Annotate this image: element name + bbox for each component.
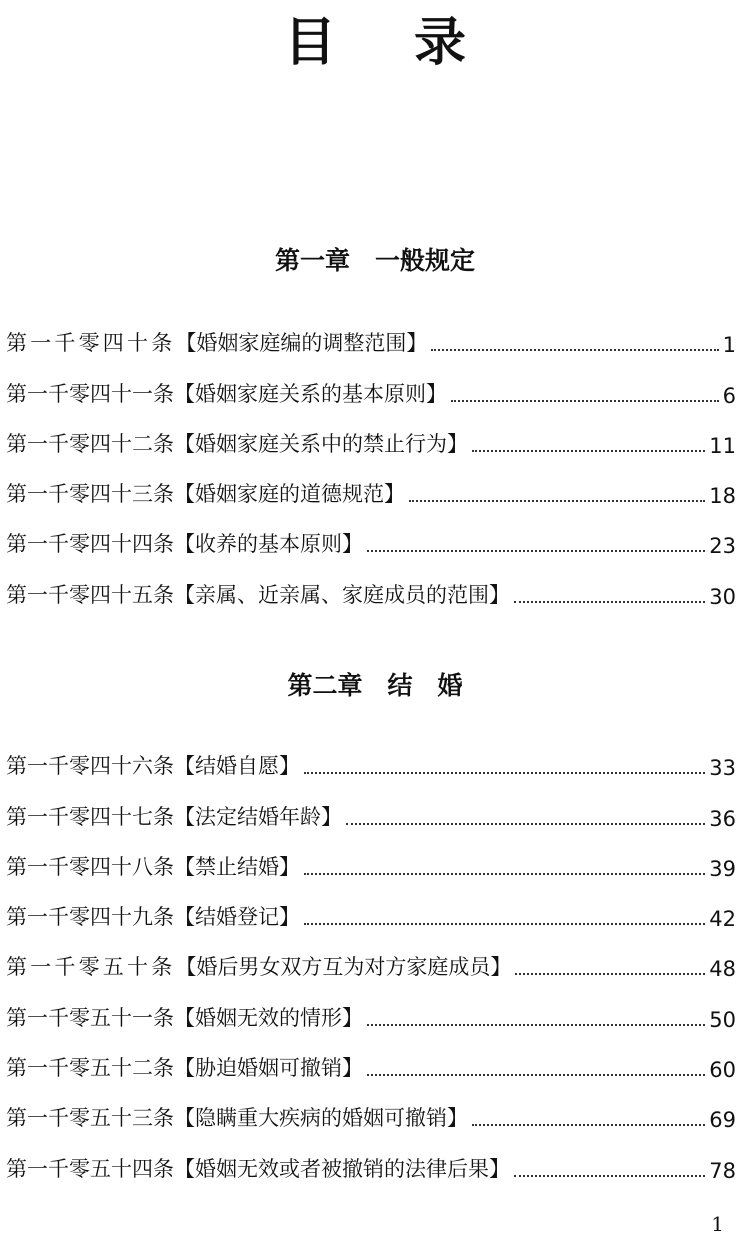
- dot-leader: [431, 349, 718, 351]
- article-topic: 【婚姻无效或者被撤销的法律后果】: [174, 1156, 510, 1181]
- article-topic: 【结婚自愿】: [174, 754, 300, 779]
- toc-entry[interactable]: [6, 458, 736, 508]
- toc-entry[interactable]: [6, 730, 736, 780]
- article-number: 第一千零四十九条: [6, 905, 174, 930]
- toc-list-chapter-1: [6, 307, 736, 609]
- dot-leader: [515, 973, 705, 975]
- dot-leader: [409, 500, 705, 502]
- page-ref: 11: [709, 433, 736, 458]
- toc-entry[interactable]: [6, 931, 736, 981]
- toc-entry[interactable]: [6, 558, 736, 608]
- article-number: 第一千零四十六条: [6, 754, 174, 779]
- toc-entry[interactable]: [6, 881, 736, 931]
- article-topic: 【亲属、近亲属、家庭成员的范围】: [174, 582, 510, 607]
- article-topic: 【禁止结婚】: [174, 854, 300, 879]
- dot-leader: [514, 601, 705, 603]
- page-ref: 39: [709, 856, 736, 881]
- dot-leader: [451, 400, 719, 402]
- page-ref: 60: [709, 1058, 736, 1083]
- article-topic: 【婚姻家庭编的调整范围】: [175, 331, 428, 356]
- toc-entry[interactable]: [6, 408, 736, 458]
- dot-leader: [367, 1024, 705, 1026]
- toc-entry[interactable]: [6, 1132, 736, 1182]
- dot-leader: [367, 550, 705, 552]
- dot-leader: [304, 923, 705, 925]
- article-number: 第一千零五十四条: [6, 1156, 174, 1181]
- page-ref: 42: [709, 907, 736, 932]
- article-number: 第一千零四十二条: [6, 431, 174, 456]
- article-number: 第一千零五十三条: [6, 1106, 174, 1131]
- dot-leader: [367, 1074, 705, 1076]
- page-ref: 78: [709, 1158, 736, 1183]
- toc-entry[interactable]: [6, 1082, 736, 1132]
- page-ref: 6: [722, 383, 736, 408]
- page-ref: 48: [709, 957, 736, 982]
- article-number: 第一千零五十一条: [6, 1005, 174, 1030]
- article-topic: 【结婚登记】: [174, 905, 300, 930]
- article-topic: 【婚姻家庭关系中的禁止行为】: [174, 431, 468, 456]
- toc-entry[interactable]: [6, 1032, 736, 1082]
- article-number: 第一千零四十三条: [6, 482, 174, 507]
- toc-list-chapter-2: [6, 730, 736, 1183]
- dot-leader: [304, 772, 705, 774]
- article-topic: 【婚姻无效的情形】: [174, 1005, 363, 1030]
- article-topic: 【收养的基本原则】: [174, 532, 363, 557]
- article-number: 第一千零五十条: [6, 955, 176, 980]
- toc-entry[interactable]: [6, 780, 736, 830]
- article-topic: 【婚姻家庭关系的基本原则】: [174, 381, 447, 406]
- toc-entry[interactable]: [6, 357, 736, 407]
- chapter-heading-2: 第二章 结 婚: [287, 671, 463, 700]
- toc-entry[interactable]: [6, 508, 736, 558]
- article-topic: 【胁迫婚姻可撤销】: [174, 1056, 363, 1081]
- page-ref: 23: [709, 534, 736, 559]
- page-ref: 18: [709, 484, 736, 509]
- article-topic: 【隐瞒重大疾病的婚姻可撤销】: [174, 1106, 468, 1131]
- article-number: 第一千零四十八条: [6, 854, 174, 879]
- chapter-heading-1: 第一章 一般规定: [274, 246, 475, 275]
- toc-entry[interactable]: [6, 831, 736, 881]
- article-number: 第一千零四十七条: [6, 804, 174, 829]
- article-number: 第一千零四十五条: [6, 582, 174, 607]
- page-title: 目 录: [283, 12, 497, 73]
- page-ref: 50: [709, 1007, 736, 1032]
- page-ref: 33: [709, 756, 736, 781]
- article-topic: 【婚姻家庭的道德规范】: [174, 482, 405, 507]
- article-number: 第一千零四十一条: [6, 381, 174, 406]
- article-number: 第一千零四十条: [6, 331, 176, 356]
- article-topic: 【法定结婚年龄】: [174, 804, 342, 829]
- page-number: 1: [711, 1212, 724, 1236]
- dot-leader: [472, 450, 705, 452]
- dot-leader: [472, 1124, 705, 1126]
- dot-leader: [304, 873, 705, 875]
- dot-leader: [514, 1175, 705, 1177]
- article-number: 第一千零四十四条: [6, 532, 174, 557]
- page-ref: 36: [709, 806, 736, 831]
- article-number: 第一千零五十二条: [6, 1056, 174, 1081]
- page-ref: 69: [709, 1108, 736, 1133]
- article-topic: 【婚后男女双方互为对方家庭成员】: [175, 955, 512, 980]
- page-ref: 30: [709, 584, 736, 609]
- dot-leader: [346, 823, 705, 825]
- toc-entry[interactable]: [6, 981, 736, 1031]
- page-ref: 1: [722, 333, 736, 358]
- toc-entry[interactable]: [6, 307, 736, 357]
